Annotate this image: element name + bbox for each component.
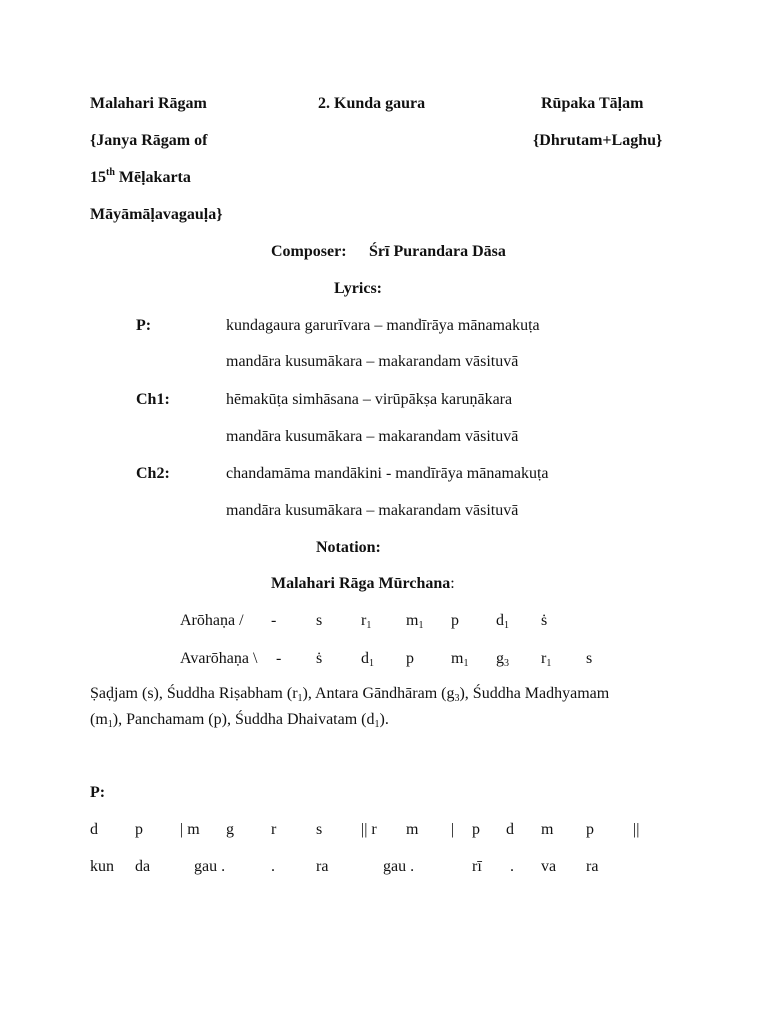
swara-cell: m [406, 821, 419, 838]
lyrics-heading: Lyrics: [334, 280, 382, 297]
arohana-note: $r_1$ [361, 612, 372, 631]
swara-cell: p [135, 821, 143, 838]
murchana-title: Malahari Rāga Mūrchana [271, 575, 451, 592]
avarohana-label: Avarōhaṇa \ [180, 650, 258, 667]
swara-names-line: $(m_1)$, Panchamam (p), Śuddha Dhaivatam $(d_1)$. [90, 711, 389, 730]
murchana-heading [271, 574, 455, 594]
tala-detail: {Dhrutam+Laghu} [533, 132, 663, 149]
swara-cell: p [586, 821, 594, 838]
melakarta-line [90, 168, 191, 188]
sahitya-cell: va [541, 858, 557, 875]
swara-cell: p [472, 821, 480, 838]
swara-cell: | m [180, 821, 200, 838]
lyrics-line: kundagaura garurīvara – mandīrāya mānamakuṭa [226, 317, 540, 334]
lyrics-line: mandāra kusumākara – makarandam vāsituvā [226, 428, 519, 445]
avarohana-note: s [586, 650, 593, 667]
sahitya-cell: gau . [194, 858, 226, 875]
song-title: 2. Kunda gaura [318, 95, 426, 112]
arohana-note: $m_1$ [406, 612, 424, 631]
sahitya-cell: . [271, 858, 275, 875]
lyrics-label-charanam-1: Ch1: [136, 391, 170, 408]
notation-heading: Notation: [316, 539, 381, 556]
sahitya-cell: da [135, 858, 151, 875]
melakarta-word: Mēḷakarta [118, 169, 191, 186]
lyrics-label-pallavi: P: [136, 317, 152, 334]
swara-cell: g [226, 821, 234, 838]
lyrics-label-charanam-2: Ch2: [136, 465, 170, 482]
sahitya-cell: kun [90, 858, 114, 875]
melakarta-name: Māyāmāḷavagauḷa} [90, 206, 223, 223]
swara-cell: | [451, 821, 455, 838]
arohana-note: s [316, 612, 323, 629]
melakarta-number: 15 [90, 169, 106, 186]
avarohana-note: $m_1$ [451, 650, 469, 669]
lyrics-line: hēmakūṭa simhāsana – virūpākṣa karuṇākara [226, 391, 513, 408]
composer-name: Śrī Purandara Dāsa [369, 243, 506, 260]
sahitya-cell: gau . [383, 858, 415, 875]
swara-cell: d [506, 821, 514, 838]
lyrics-line: mandāra kusumākara – makarandam vāsituvā [226, 353, 519, 370]
sahitya-cell: . [510, 858, 514, 875]
swara-cell: m [541, 821, 554, 838]
arohana-note: ṡ [541, 612, 548, 629]
melakarta-suffix: th [106, 167, 115, 178]
swara-cell: || r [361, 821, 377, 838]
sahitya-cell: ra [316, 858, 329, 875]
sahitya-cell: ra [586, 858, 599, 875]
sahitya-cell: rī [472, 858, 482, 875]
swara-cell: d [90, 821, 98, 838]
janya-raga-line: {Janya Rāgam of [90, 132, 208, 149]
lyrics-line: mandāra kusumākara – makarandam vāsituvā [226, 502, 519, 519]
avarohana-note: $r_1$ [541, 650, 552, 669]
swara-names-line: Ṣaḍjam (s), Śuddha Riṣabham $(r_1)$, Antara Gāndhāram $(g_3)$, Śuddha Madhyamam [90, 685, 610, 704]
composer-label: Composer: [271, 243, 347, 260]
arohana-note: p [451, 612, 459, 629]
tala-name: Rūpaka Tāḷam [541, 95, 644, 112]
avarohana-note: $d_1$ [361, 650, 374, 669]
avarohana-note: p [406, 650, 414, 667]
arohana-dash: - [271, 612, 277, 629]
arohana-note: $d_1$ [496, 612, 509, 631]
lyrics-line: chandamāma mandākini - mandīrāya mānamakuṭa [226, 465, 549, 482]
avarohana-note: ṡ [316, 650, 323, 667]
pallavi-label: P: [90, 784, 106, 801]
murchana-colon: : [450, 575, 455, 592]
avarohana-dash: - [276, 650, 282, 667]
swara-cell: || [633, 821, 640, 838]
avarohana-note: $g_3$ [496, 650, 509, 669]
swara-cell: r [271, 821, 277, 838]
arohana-label: Arōhaṇa / [180, 612, 244, 629]
raga-name: Malahari Rāgam [90, 95, 207, 112]
swara-cell: s [316, 821, 323, 838]
